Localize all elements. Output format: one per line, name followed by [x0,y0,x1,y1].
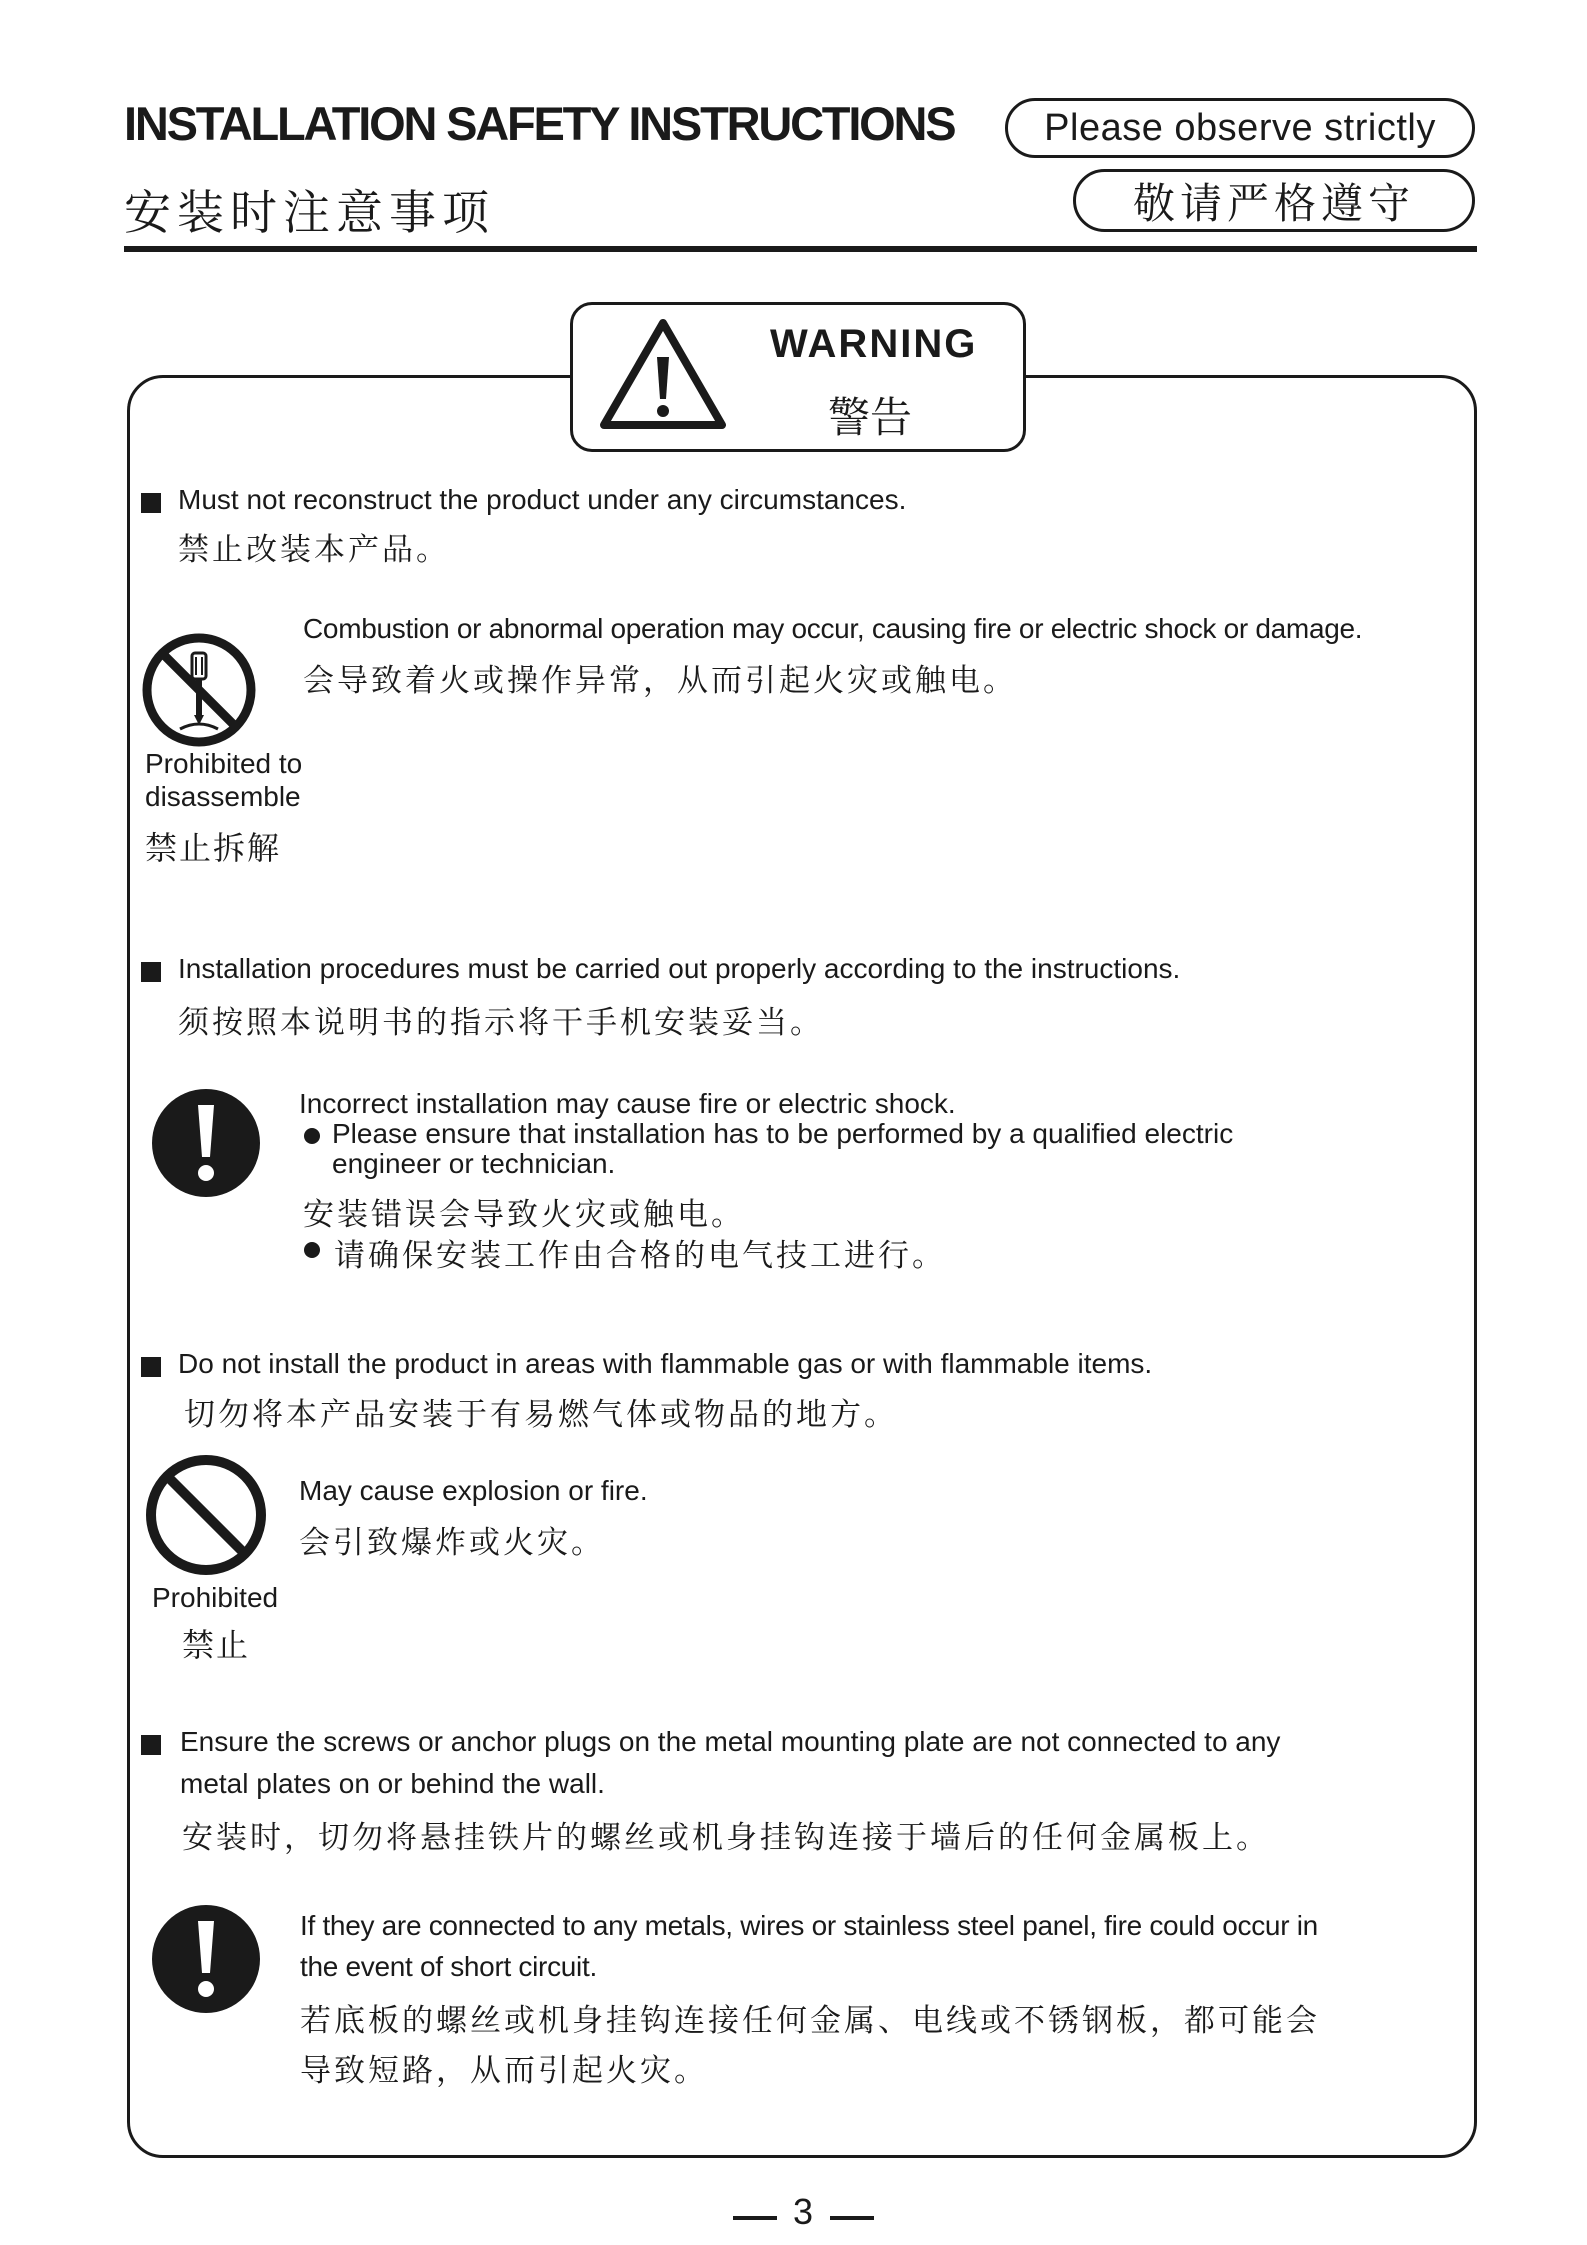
section-bullet [141,962,161,982]
section-4-detail-zh: 导致短路，从而引起火灾。 [300,2053,708,2089]
section-4-heading-en: metal plates on or behind the wall. [180,1768,605,1799]
icon-caption-zh: 禁止拆解 [145,829,282,867]
detail-bullet [304,1242,320,1258]
section-2-detail-en: Incorrect installation may cause fire or electric shock. [299,1088,956,1119]
section-2-bullet-en: Please ensure that installation has to be performed by a qualified electric [332,1118,1234,1149]
mandatory-icon [150,1087,262,1199]
page-title-zh: 安装时注意事项 [124,186,495,241]
section-3-detail-en: May cause explosion or fire. [299,1475,648,1506]
detail-bullet [304,1128,320,1144]
section-4-detail-en: If they are connected to any metals, wires or stainless steel panel, fire could occur in [300,1910,1318,1941]
page-number: 3 [792,2191,814,2232]
section-4-detail-zh: 若底板的螺丝或机身挂钩连接任何金属、电线或不锈钢板，都可能会 [300,2003,1320,2039]
section-4-heading-en: Ensure the screws or anchor plugs on the metal mounting plate are not connected to any [180,1726,1281,1757]
section-3-heading-zh: 切勿将本产品安装于有易燃气体或物品的地方。 [184,1397,898,1433]
warning-label-zh: 警告 [828,393,913,442]
observe-badge-en: Please observe strictly [1005,98,1475,158]
icon-caption-zh: 禁止 [182,1626,251,1664]
section-4-heading-zh: 安装时，切勿将悬挂铁片的螺丝或机身挂钩连接于墙后的任何金属板上。 [182,1820,1270,1856]
section-2-bullet-en: engineer or technician. [332,1148,616,1179]
no-disassemble-icon [140,631,258,749]
section-1-heading-zh: 禁止改装本产品。 [178,532,450,568]
page-title-en: INSTALLATION SAFETY INSTRUCTIONS [124,97,955,150]
section-bullet [141,1357,161,1377]
section-2-heading-zh: 须按照本说明书的指示将干手机安装妥当。 [178,1005,824,1041]
section-1-heading-en: Must not reconstruct the product under any circumstances. [178,484,907,515]
prohibited-icon [145,1454,267,1576]
section-3-detail-zh: 会引致爆炸或火灾。 [299,1525,605,1561]
warning-label-en: WARNING [770,322,978,366]
section-1-detail-en: Combustion or abnormal operation may occur, causing fire or electric shock or damage. [303,613,1363,644]
header-divider [124,246,1477,252]
icon-caption-en: disassemble [145,781,301,812]
observe-badge-zh: 敬请严格遵守 [1073,169,1475,232]
section-1-detail-zh: 会导致着火或操作异常，从而引起火灾或触电。 [303,663,1017,699]
section-bullet [141,493,161,513]
icon-caption-en: Prohibited to [145,748,303,779]
mandatory-icon [150,1903,262,2015]
section-2-heading-en: Installation procedures must be carried out properly according to the instructions. [178,953,1181,984]
section-2-bullet-zh: 请确保安装工作由合格的电气技工进行。 [334,1238,946,1274]
section-3-heading-en: Do not install the product in areas with flammable gas or with flammable items. [178,1348,1153,1379]
section-4-detail-en: the event of short circuit. [300,1951,597,1982]
warning-triangle-icon [598,315,728,433]
page-number-dash [830,2216,874,2220]
section-2-detail-zh: 安装错误会导致火灾或触电。 [303,1197,745,1233]
section-bullet [141,1735,161,1755]
icon-caption-en: Prohibited [152,1582,279,1613]
